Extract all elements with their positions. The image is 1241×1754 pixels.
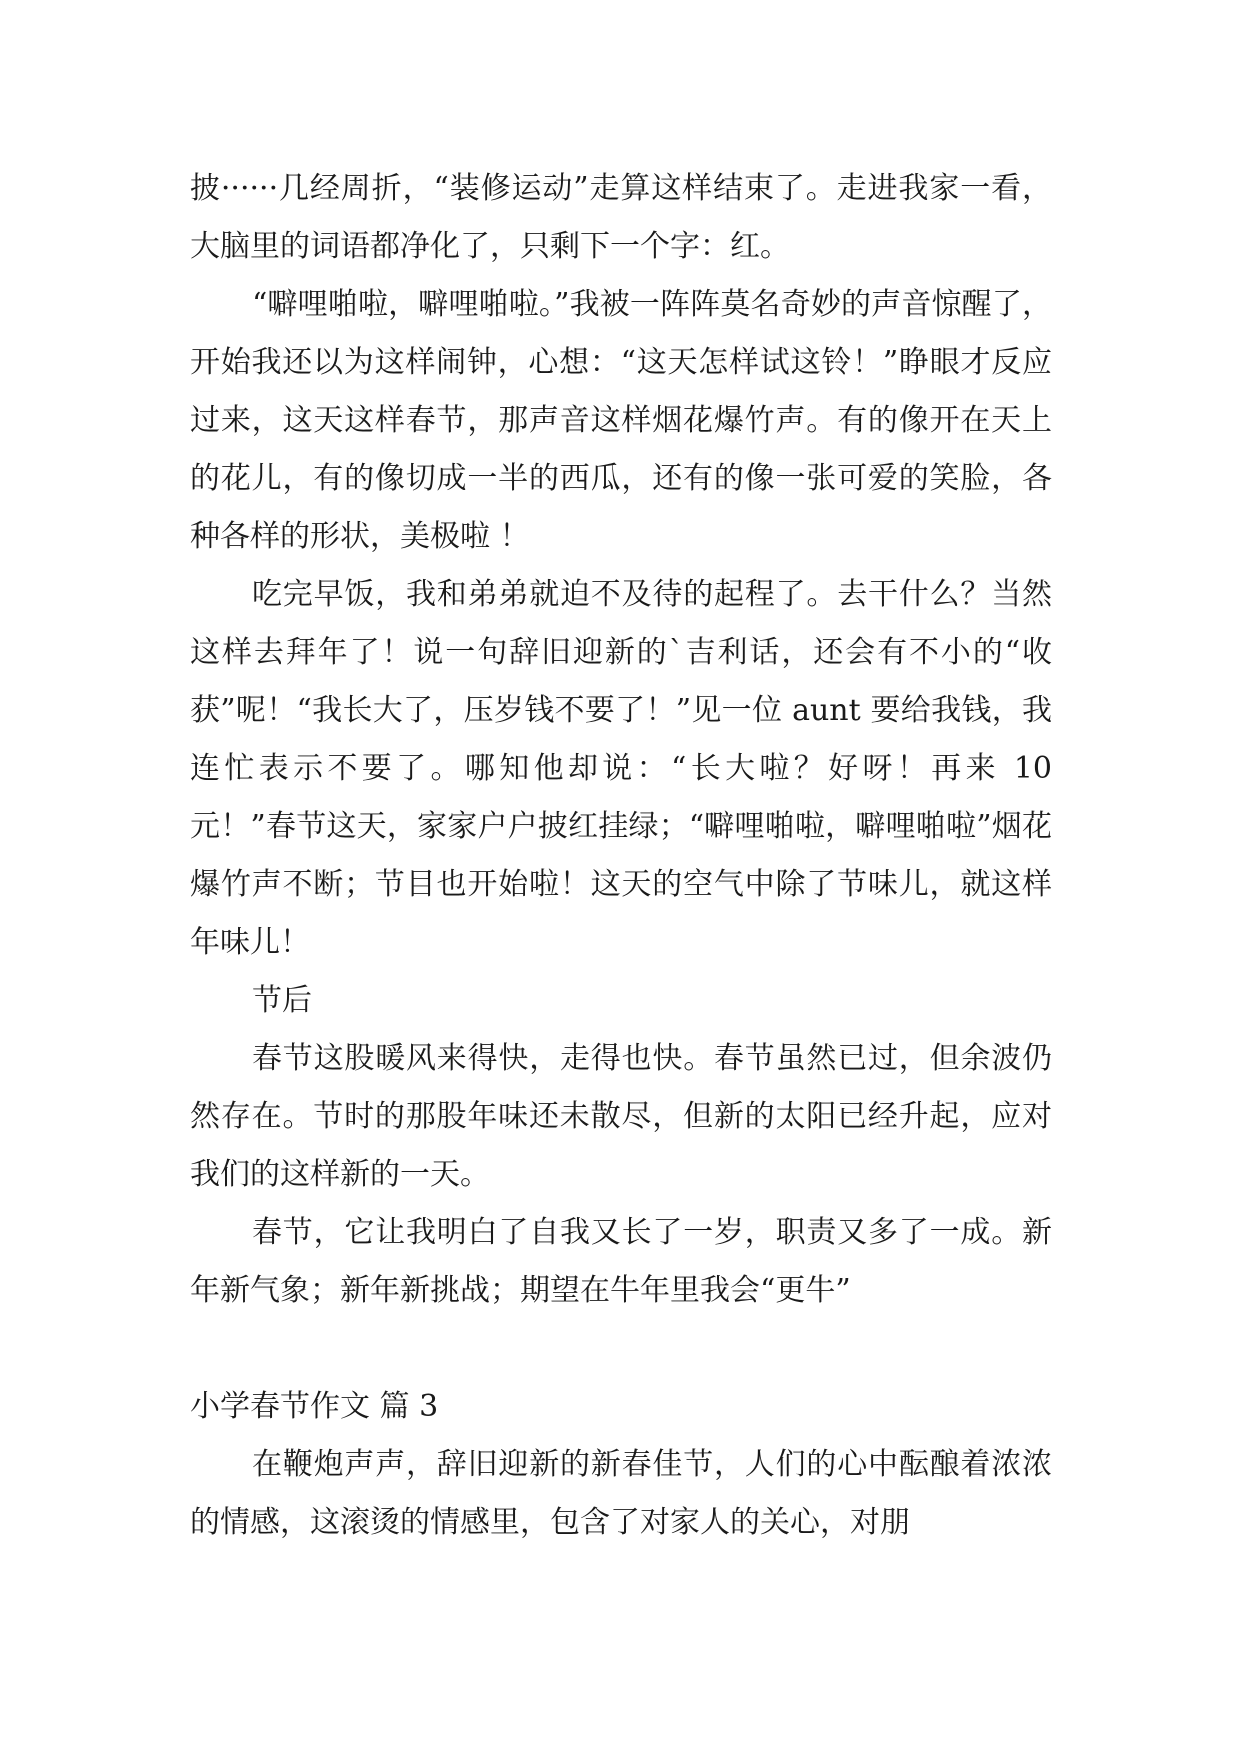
paragraph-continuation: 披······几经周折，“装修运动”走算这样结束了。走进我家一看，大脑里的词语都净化了，只剩下一个字：红。 <box>190 171 1052 264</box>
paragraph-section3-intro: 在鞭炮声声，辞旧迎新的新春佳节，人们的心中酝酿着浓浓的情感，这滚烫的情感里，包含了对家人的关心，对朋 <box>190 1447 1052 1540</box>
paragraph-after-festival: 春节这股暖风来得快，走得也快。春节虽然已过，但余波仍然存在。节时的那股年味还未散尽，但新的太阳已经升起，应对我们的这样新的一天。 <box>190 1041 1052 1192</box>
paragraph-conclusion: 春节，它让我明白了自我又长了一岁，职责又多了一成。新年新气象；新年新挑战；期望在牛年里我会“更牛” <box>190 1215 1052 1308</box>
paragraph-new-year-visit: 吃完早饭，我和弟弟就迫不及待的起程了。去干什么？当然这样去拜年了！说一句辞旧迎新的`吉利话，还会有不小的“收获”呢！“我长大了，压岁钱不要了！”见一位 aunt 要给我钱，我连忙表示不要了。哪知他却说：“长大啦？好呀！再来 10 元！”春节这天，家家户户披红挂绿；“噼哩啪啦，噼哩啪啦”烟花爆竹声不断；节目也开始啦！这天的空气中除了节味儿，就这样年味儿！ <box>190 577 1052 960</box>
subheading-after-festival: 节后 <box>252 983 312 1018</box>
document-body <box>190 160 1052 1552</box>
section-title: 小学春节作文 篇 3 <box>190 1389 439 1424</box>
paragraph-firecrackers: “噼哩啪啦，噼哩啪啦。”我被一阵阵莫名奇妙的声音惊醒了，开始我还以为这样闹钟，心想：“这天怎样试这铃！”睁眼才反应过来，这天这样春节，那声音这样烟花爆竹声。有的像开在天上的花儿，有的像切成一半的西瓜，还有的像一张可爱的笑脸，各种各样的形状，美极啦 ！ <box>190 287 1052 554</box>
